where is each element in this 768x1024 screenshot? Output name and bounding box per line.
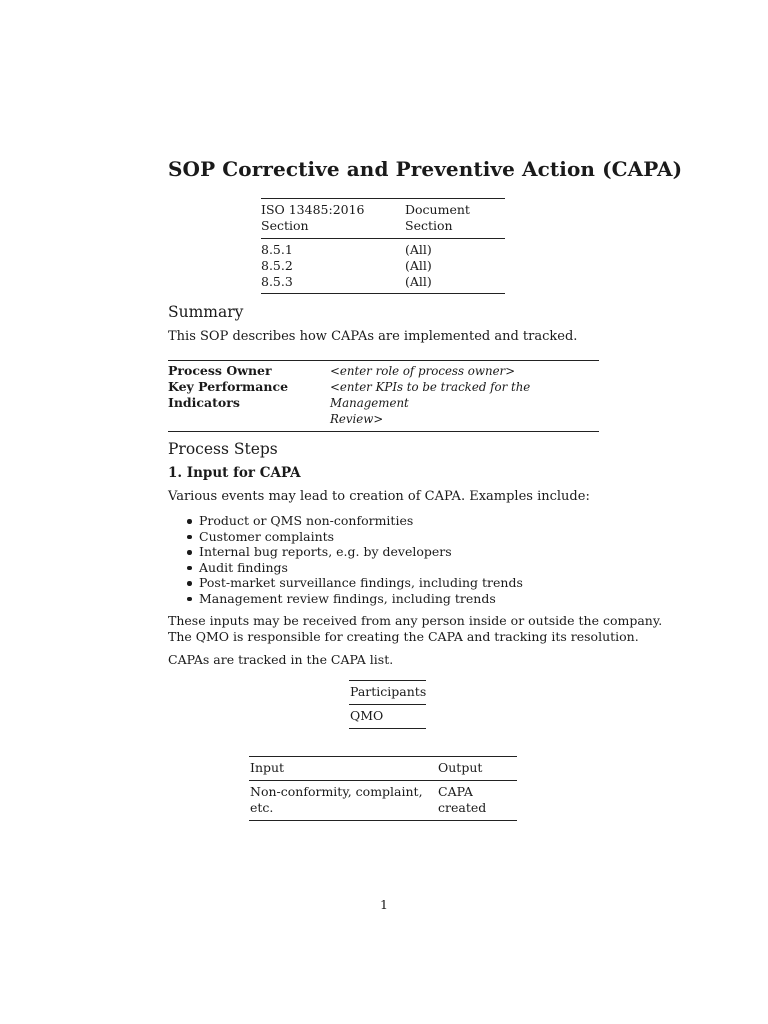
table-row <box>168 379 599 427</box>
io-output-cell: CAPA created <box>438 784 487 815</box>
summary-heading: Summary <box>168 303 244 321</box>
kpi-label <box>168 379 330 427</box>
io-header-input: Input <box>250 760 285 775</box>
step1-heading: 1. Input for CAPA <box>168 465 301 481</box>
list-item: Customer complaints <box>168 529 523 545</box>
tracked-text: CAPAs are tracked in the CAPA list. <box>168 652 394 667</box>
io-input-cell: Non-conformity, complaint, etc. <box>250 784 423 815</box>
iso-section-table <box>261 198 505 294</box>
list-item: Management review findings, including trends <box>168 591 523 607</box>
document-title: SOP Corrective and Preventive Action (CAPA) <box>168 157 683 181</box>
kpi-label-line2: Indicators <box>168 395 240 410</box>
table-row <box>261 274 505 294</box>
step1-intro: Various events may lead to creation of CAPA. Examples include: <box>168 489 590 504</box>
table-row <box>349 705 426 729</box>
participants-header: Participants <box>350 684 427 699</box>
input-examples-list <box>168 513 523 606</box>
inputs-paragraph-line2: The QMO is responsible for creating the CAPA and tracking its resolution. <box>168 629 639 644</box>
iso-cell: 8.5.2 <box>261 258 293 273</box>
kpi-value <box>330 379 599 427</box>
iso-cell: 8.5.3 <box>261 274 293 289</box>
participants-table <box>349 680 426 729</box>
iso-cell: 8.5.1 <box>261 242 293 257</box>
iso-header-section: ISO 13485:2016 Section <box>261 202 365 233</box>
iso-header-document: Document Section <box>405 202 470 233</box>
list-item: Post-market surveillance findings, including trends <box>168 575 523 591</box>
process-steps-heading: Process Steps <box>168 440 278 458</box>
list-item: Audit findings <box>168 560 523 576</box>
doc-cell: (All) <box>405 274 432 289</box>
list-item: Internal bug reports, e.g. by developers <box>168 544 523 560</box>
process-owner-value: <enter role of process owner> <box>330 364 516 378</box>
kpi-label-line1: Key Performance <box>168 379 289 394</box>
participants-value: QMO <box>350 708 384 723</box>
inputs-paragraph-line1: These inputs may be received from any person inside or outside the company. <box>168 613 663 628</box>
doc-cell: (All) <box>405 242 432 257</box>
summary-text: This SOP describes how CAPAs are implemented and tracked. <box>168 329 578 344</box>
list-item: Product or QMS non-conformities <box>168 513 523 529</box>
process-owner-table <box>168 360 599 432</box>
table-row <box>261 258 505 274</box>
table-row <box>249 757 517 781</box>
kpi-value-line2: Review> <box>330 412 384 426</box>
table-row <box>261 239 505 259</box>
input-output-table <box>249 756 517 821</box>
table-rule <box>168 427 599 432</box>
doc-cell: (All) <box>405 258 432 273</box>
inputs-paragraph <box>168 613 662 645</box>
table-row <box>168 361 599 380</box>
table-row <box>249 781 517 821</box>
table-row <box>349 681 426 705</box>
process-owner-label: Process Owner <box>168 363 272 378</box>
page-number: 1 <box>380 897 388 912</box>
kpi-value-line1: <enter KPIs to be tracked for the Management <box>330 380 531 410</box>
io-header-output: Output <box>438 760 483 775</box>
